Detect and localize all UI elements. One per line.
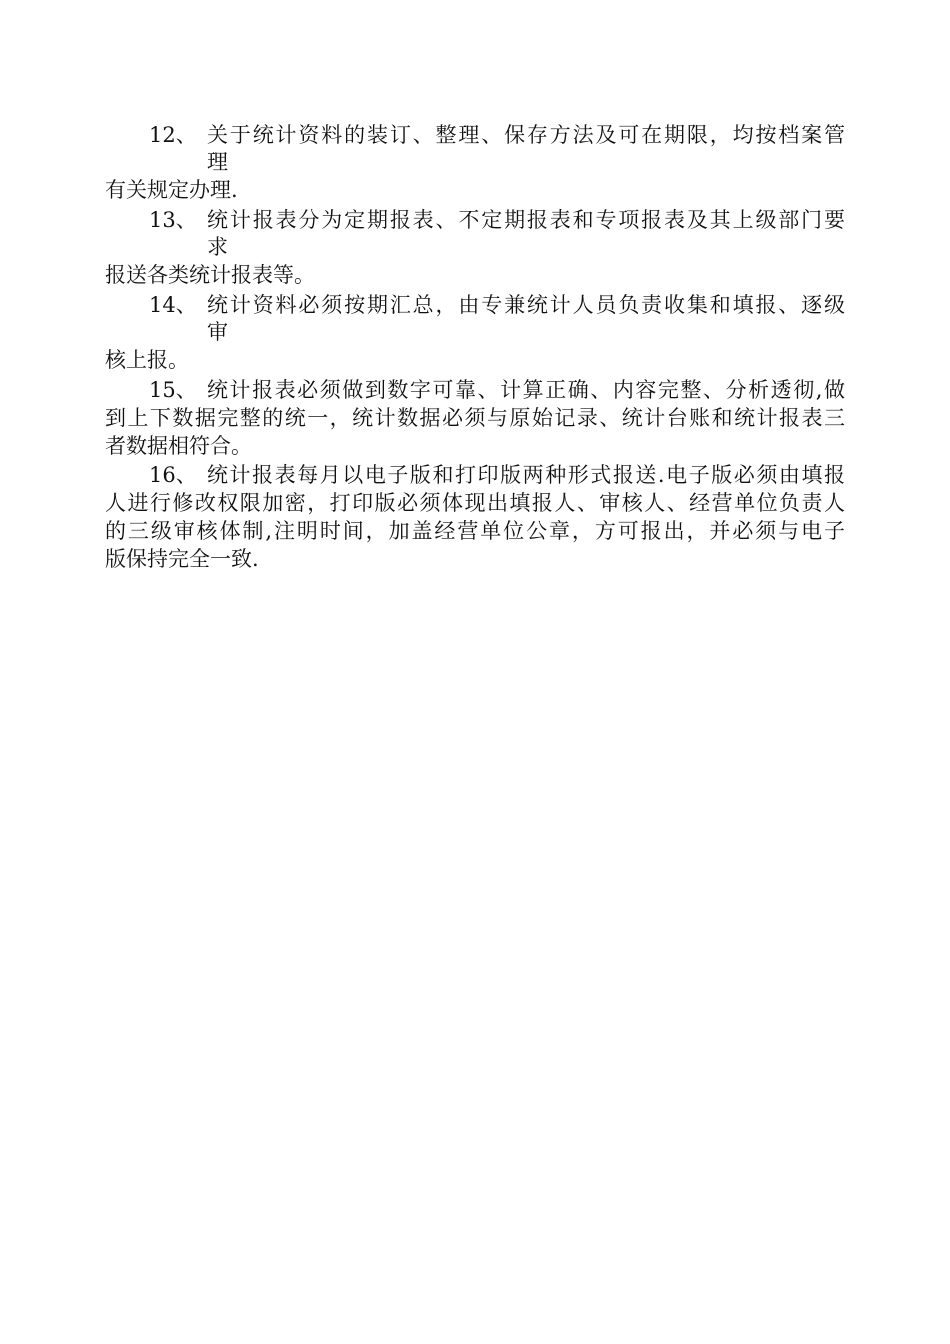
item-text-line: 统计资料必须按期汇总，由专兼统计人员负责收集和填报、逐级 [207, 293, 845, 317]
item-text-line: 人进行修改权限加密，打印版必须体现出填报人、审核人、经营单位负责人 [105, 491, 845, 515]
item-number: 14、 [149, 293, 197, 317]
item-text-line: 报送各类统计报表等。 [105, 263, 315, 287]
item-number: 16、 [149, 463, 197, 487]
item-number: 12、 [149, 123, 197, 147]
item-text-line: 的三级审核体制,注明时间，加盖经营单位公章，方可报出，并必须与电子 [105, 519, 845, 543]
item-text-line: 统计报表必须做到数字可靠、计算正确、内容完整、分析透彻,做 [207, 378, 845, 402]
item-text-line: 统计报表每月以电子版和打印版两种形式报送.电子版必须由填报 [207, 463, 845, 487]
item-text-line: 有关规定办理. [105, 178, 238, 202]
item-text-line: 审 [207, 320, 228, 344]
item-text-line: 版保持完全一致. [105, 547, 259, 571]
item-text-line: 者数据相符合。 [105, 434, 252, 458]
item-text-line: 到上下数据完整的统一，统计数据必须与原始记录、统计台账和统计报表三 [105, 406, 845, 430]
item-number: 15、 [149, 378, 197, 402]
item-text-line: 求 [207, 235, 228, 259]
item-text-line: 关于统计资料的装订、整理、保存方法及可在期限，均按档案管 [207, 123, 845, 147]
item-text-line: 理 [207, 150, 228, 174]
item-text-line: 统计报表分为定期报表、不定期报表和专项报表及其上级部门要 [207, 208, 845, 232]
item-text-line: 核上报。 [105, 348, 189, 372]
item-number: 13、 [149, 208, 197, 232]
